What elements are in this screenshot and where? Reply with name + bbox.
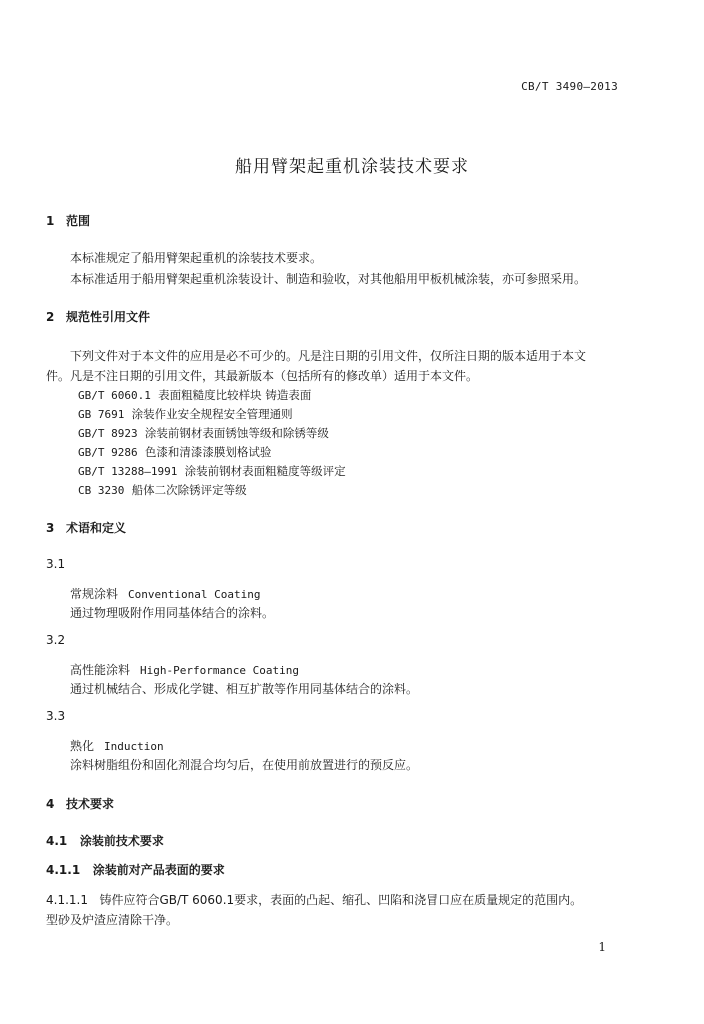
term-definition: 涂料树脂组份和固化剂混合均匀后，在使用前放置进行的预反应。 [70,758,419,772]
term-en: High-Performance Coating [140,664,299,677]
section-4-heading [46,795,114,812]
term-number: 3.3 [46,709,66,723]
paragraph: 下列文件对于本文件的应用是必不可少的。凡是注日期的引用文件，仅所注日期的版本适用于本文 [70,349,587,363]
section-number: 4 [46,797,55,811]
reference-title: 涂装前钢材表面锈蚀等级和除锈等级 [144,426,329,440]
subsection-number: 4.1 [46,834,68,848]
term-number: 3.1 [46,557,66,571]
reference-item [78,463,346,479]
clause-text: 铸件应符合GB/T 6060.1要求，表面的凸起、缩孔、凹陷和浇冒口应在质量规定的范围内。 [99,893,583,907]
term-entry [70,737,164,754]
reference-code: GB/T 6060.1 [78,389,151,402]
standard-code: CB/T 3490—2013 [521,80,618,93]
reference-code: GB 7691 [78,408,125,421]
clause-paragraph [46,891,582,908]
subsection-number: 4.1.1 [46,863,81,877]
section-3-heading [46,519,126,536]
subsection-heading [46,861,225,878]
reference-code: GB/T 8923 [78,427,138,440]
term-definition: 通过物理吸附作用同基体结合的涂料。 [70,606,275,620]
reference-code: GB/T 13288—1991 [78,465,178,478]
subsection-heading [46,832,164,849]
section-number: 1 [46,214,55,228]
section-title: 规范性引用文件 [66,310,151,324]
reference-item [78,444,271,460]
reference-item [78,387,311,403]
section-title: 范围 [66,214,91,228]
section-1-heading [46,212,90,229]
page-number: 1 [598,940,606,954]
paragraph: 本标准规定了船用臂架起重机的涂装技术要求。 [70,251,323,265]
term-number: 3.2 [46,633,66,647]
reference-code: CB 3230 [78,484,125,497]
section-title: 技术要求 [66,797,115,811]
term-entry [70,585,260,602]
paragraph-continuation: 件。凡是不注日期的引用文件，其最新版本（包括所有的修改单）适用于本文件。 [46,369,479,383]
term-definition: 通过机械结合、形成化学键、相互扩散等作用同基体结合的涂料。 [70,682,419,696]
reference-item [78,425,329,441]
reference-title: 表面粗糙度比较样块 铸造表面 [158,388,312,402]
document-title: 船用臂架起重机涂装技术要求 [235,157,469,177]
reference-title: 船体二次除锈评定等级 [131,483,247,497]
term-entry [70,661,299,678]
term-zh: 高性能涂料 [70,663,131,677]
section-2-heading [46,308,150,325]
reference-title: 涂装作业安全规程安全管理通则 [131,407,293,421]
reference-title: 涂装前钢材表面粗糙度等级评定 [184,464,346,478]
reference-item [78,482,247,498]
reference-code: GB/T 9286 [78,446,138,459]
term-zh: 熟化 [70,739,95,753]
clause-number: 4.1.1.1 [46,893,88,907]
paragraph: 本标准适用于船用臂架起重机涂装设计、制造和验收，对其他船用甲板机械涂装，亦可参照采用。 [70,272,587,286]
section-title: 术语和定义 [66,521,127,535]
clause-continuation: 型砂及炉渣应清除干净。 [46,913,179,927]
term-en: Induction [104,740,164,753]
term-zh: 常规涂料 [70,587,119,601]
reference-item [78,406,293,422]
subsection-title: 涂装前技术要求 [79,834,164,848]
section-number: 3 [46,521,55,535]
subsection-title: 涂装前对产品表面的要求 [92,863,225,877]
reference-title: 色漆和清漆漆膜划格试验 [144,445,272,459]
section-number: 2 [46,310,55,324]
term-en: Conventional Coating [128,588,261,601]
